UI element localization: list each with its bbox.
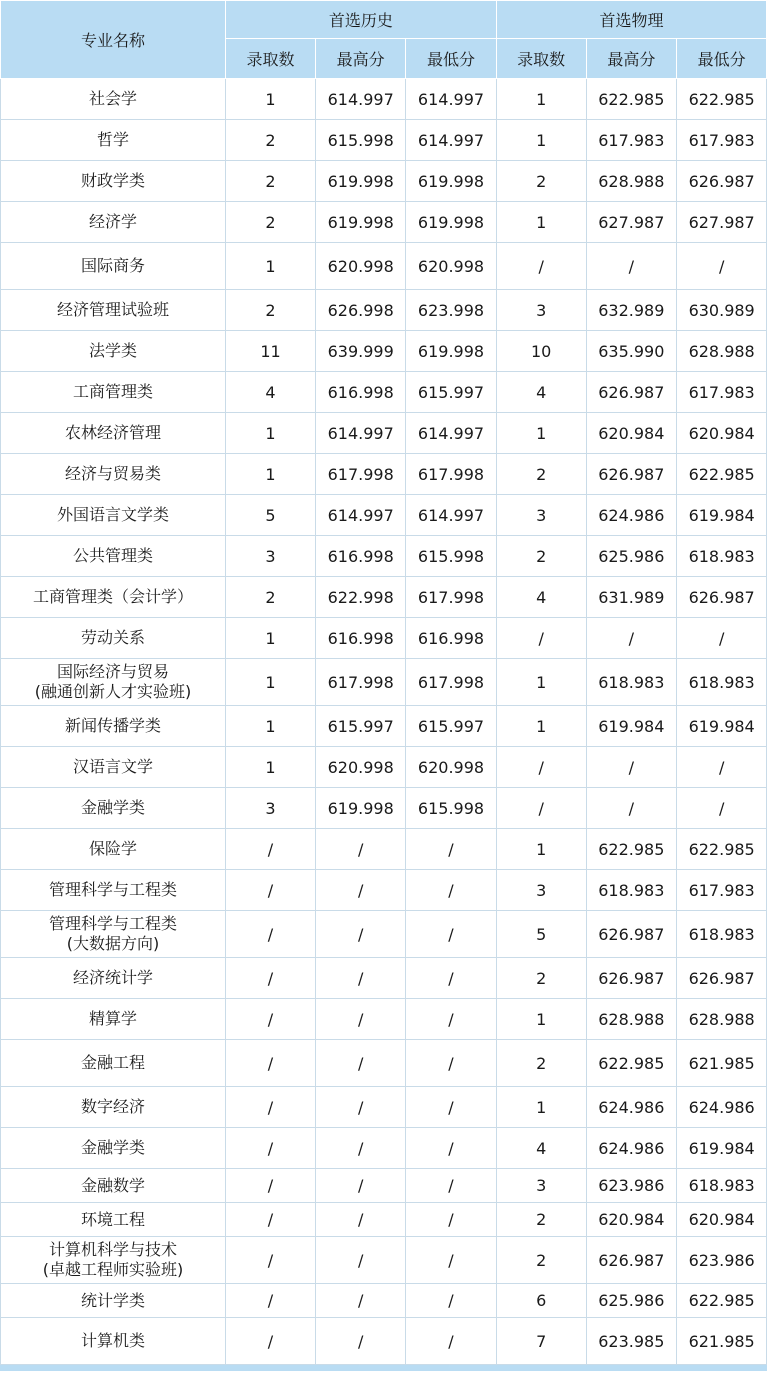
history-max-cell: / — [316, 1318, 406, 1365]
history-min-cell: 616.998 — [406, 618, 496, 659]
physics-max-cell: 620.984 — [586, 1203, 676, 1237]
history-count-cell: / — [226, 1087, 316, 1128]
history-min-cell: / — [406, 1203, 496, 1237]
physics-count-cell: 10 — [496, 331, 586, 372]
major-name-cell — [1, 1040, 226, 1087]
major-name: 计算机类 — [80, 1331, 145, 1350]
table-row — [1, 372, 767, 413]
physics-count-cell: 1 — [496, 413, 586, 454]
major-name-cell — [1, 1284, 226, 1318]
history-count-cell: / — [226, 911, 316, 958]
major-name-cell — [1, 495, 226, 536]
physics-max-cell: 624.986 — [586, 1087, 676, 1128]
history-min-cell: 615.997 — [406, 706, 496, 747]
major-name-note: (大数据方向) — [66, 934, 160, 953]
major-name-cell — [1, 161, 226, 202]
physics-count-cell: 4 — [496, 1128, 586, 1169]
history-max-cell: / — [316, 1237, 406, 1284]
history-min-cell: 615.998 — [406, 788, 496, 829]
physics-count-cell: 1 — [496, 1087, 586, 1128]
physics-min-cell: 630.989 — [676, 290, 766, 331]
physics-min-cell: 622.985 — [676, 454, 766, 495]
major-name: 公共管理类 — [72, 546, 153, 565]
physics-count-cell: 2 — [496, 1040, 586, 1087]
physics-count-cell: 1 — [496, 120, 586, 161]
major-name: 社会学 — [88, 89, 137, 108]
history-max-cell: 615.998 — [316, 120, 406, 161]
table-row — [1, 243, 767, 290]
major-name: 经济管理试验班 — [56, 300, 169, 319]
physics-count-cell: 2 — [496, 161, 586, 202]
history-min-cell: 614.997 — [406, 79, 496, 120]
physics-min-cell: 628.988 — [676, 999, 766, 1040]
physics-min-cell: 628.988 — [676, 331, 766, 372]
history-max-cell: 619.998 — [316, 202, 406, 243]
table-row — [1, 413, 767, 454]
table-row — [1, 1203, 767, 1237]
major-name: 农林经济管理 — [64, 423, 161, 442]
history-max-cell: / — [316, 1087, 406, 1128]
physics-count-cell: 4 — [496, 372, 586, 413]
physics-max-cell: 619.984 — [586, 706, 676, 747]
major-name: 经济统计学 — [72, 968, 153, 987]
physics-min-cell: 626.987 — [676, 958, 766, 999]
history-count-cell: 1 — [226, 747, 316, 788]
table-row — [1, 161, 767, 202]
major-name: 劳动关系 — [80, 628, 145, 647]
history-count-cell: 4 — [226, 372, 316, 413]
major-name-cell — [1, 413, 226, 454]
table-row — [1, 1284, 767, 1318]
history-count-cell: / — [226, 829, 316, 870]
physics-max-cell: / — [586, 243, 676, 290]
history-min-cell: / — [406, 1087, 496, 1128]
physics-count-cell: 4 — [496, 577, 586, 618]
physics-max-cell: 618.983 — [586, 870, 676, 911]
history-count-cell: 5 — [226, 495, 316, 536]
table-row — [1, 1040, 767, 1087]
header-physics-max: 最高分 — [586, 39, 676, 79]
major-name-cell — [1, 1169, 226, 1203]
history-count-cell: / — [226, 999, 316, 1040]
header-physics-min: 最低分 — [676, 39, 766, 79]
major-name: 哲学 — [96, 130, 129, 149]
table-row — [1, 120, 767, 161]
major-name-cell — [1, 290, 226, 331]
history-count-cell: 1 — [226, 659, 316, 706]
physics-min-cell: 619.984 — [676, 1128, 766, 1169]
major-name: 金融学类 — [80, 1138, 145, 1157]
major-name: 精算学 — [88, 1009, 137, 1028]
physics-min-cell: 621.985 — [676, 1040, 766, 1087]
history-min-cell: 620.998 — [406, 243, 496, 290]
history-min-cell: / — [406, 1169, 496, 1203]
history-max-cell: / — [316, 1040, 406, 1087]
history-max-cell: / — [316, 911, 406, 958]
history-min-cell: / — [406, 870, 496, 911]
history-max-cell: 639.999 — [316, 331, 406, 372]
physics-min-cell: 618.983 — [676, 659, 766, 706]
major-name-cell — [1, 454, 226, 495]
physics-max-cell: 625.986 — [586, 536, 676, 577]
major-name: 法学类 — [88, 341, 137, 360]
history-max-cell: 617.998 — [316, 659, 406, 706]
table-row — [1, 747, 767, 788]
table-row — [1, 536, 767, 577]
table-row — [1, 1128, 767, 1169]
major-name: 工商管理类 — [72, 382, 153, 401]
physics-min-cell: 622.985 — [676, 829, 766, 870]
header-physics-group: 首选物理 — [496, 1, 767, 39]
history-max-cell: 614.997 — [316, 495, 406, 536]
history-count-cell: 2 — [226, 577, 316, 618]
physics-max-cell: 626.987 — [586, 911, 676, 958]
major-name: 汉语言文学 — [72, 757, 153, 776]
history-max-cell: 617.998 — [316, 454, 406, 495]
table-row — [1, 958, 767, 999]
history-count-cell: 2 — [226, 120, 316, 161]
physics-min-cell: 627.987 — [676, 202, 766, 243]
major-name-cell — [1, 202, 226, 243]
history-count-cell: 3 — [226, 536, 316, 577]
physics-count-cell: 1 — [496, 999, 586, 1040]
history-max-cell: 626.998 — [316, 290, 406, 331]
history-max-cell: 616.998 — [316, 618, 406, 659]
table-row — [1, 788, 767, 829]
physics-count-cell: 2 — [496, 454, 586, 495]
physics-count-cell: 2 — [496, 958, 586, 999]
history-count-cell: / — [226, 1040, 316, 1087]
physics-count-cell: / — [496, 788, 586, 829]
physics-count-cell: 2 — [496, 536, 586, 577]
history-max-cell: / — [316, 1203, 406, 1237]
physics-max-cell: / — [586, 788, 676, 829]
table-row — [1, 1169, 767, 1203]
history-count-cell: 1 — [226, 618, 316, 659]
table-row — [1, 202, 767, 243]
major-name-cell — [1, 120, 226, 161]
major-name-cell — [1, 747, 226, 788]
major-name-cell — [1, 243, 226, 290]
physics-max-cell: 628.988 — [586, 161, 676, 202]
history-min-cell: 617.998 — [406, 577, 496, 618]
physics-max-cell: 626.987 — [586, 1237, 676, 1284]
history-count-cell: 3 — [226, 788, 316, 829]
table-row — [1, 618, 767, 659]
major-name-note: (卓越工程师实验班) — [42, 1260, 184, 1279]
physics-max-cell: 623.986 — [586, 1169, 676, 1203]
physics-count-cell: 1 — [496, 79, 586, 120]
physics-max-cell: 624.986 — [586, 1128, 676, 1169]
major-name-cell — [1, 577, 226, 618]
major-name-cell — [1, 1203, 226, 1237]
history-min-cell: / — [406, 1284, 496, 1318]
history-min-cell: 617.998 — [406, 454, 496, 495]
physics-count-cell: 6 — [496, 1284, 586, 1318]
history-max-cell: 616.998 — [316, 372, 406, 413]
table-row — [1, 870, 767, 911]
major-name: 计算机科学与技术 — [48, 1240, 177, 1259]
major-name: 外国语言文学类 — [56, 505, 169, 524]
physics-count-cell: 1 — [496, 829, 586, 870]
history-min-cell: / — [406, 999, 496, 1040]
major-name: 金融学类 — [80, 798, 145, 817]
history-count-cell: 2 — [226, 161, 316, 202]
history-min-cell: 615.998 — [406, 536, 496, 577]
physics-max-cell: 617.983 — [586, 120, 676, 161]
major-name-cell — [1, 372, 226, 413]
physics-max-cell: 631.989 — [586, 577, 676, 618]
major-name-cell — [1, 331, 226, 372]
history-max-cell: 620.998 — [316, 747, 406, 788]
physics-count-cell: 2 — [496, 1237, 586, 1284]
history-count-cell: / — [226, 1318, 316, 1365]
history-min-cell: 619.998 — [406, 161, 496, 202]
table-body — [1, 79, 767, 1365]
history-count-cell: / — [226, 870, 316, 911]
table-row — [1, 706, 767, 747]
table-row — [1, 577, 767, 618]
table-header — [1, 1, 767, 79]
history-count-cell: / — [226, 1237, 316, 1284]
major-name: 工商管理类（会计学） — [32, 587, 193, 606]
physics-max-cell: 620.984 — [586, 413, 676, 454]
major-name: 数字经济 — [80, 1097, 145, 1116]
physics-max-cell: 622.985 — [586, 1040, 676, 1087]
physics-min-cell: 617.983 — [676, 372, 766, 413]
major-name-cell — [1, 911, 226, 958]
physics-min-cell: 624.986 — [676, 1087, 766, 1128]
history-max-cell: 619.998 — [316, 788, 406, 829]
major-name: 保险学 — [88, 839, 137, 858]
major-name-cell — [1, 1318, 226, 1365]
major-name: 经济学 — [88, 212, 137, 231]
history-max-cell: 622.998 — [316, 577, 406, 618]
history-count-cell: 11 — [226, 331, 316, 372]
physics-max-cell: 626.987 — [586, 372, 676, 413]
history-count-cell: 1 — [226, 243, 316, 290]
major-name-cell — [1, 659, 226, 706]
physics-count-cell: 3 — [496, 290, 586, 331]
physics-max-cell: 618.983 — [586, 659, 676, 706]
physics-min-cell: 617.983 — [676, 120, 766, 161]
major-name-cell — [1, 536, 226, 577]
major-name: 统计学类 — [80, 1290, 145, 1310]
physics-count-cell: / — [496, 747, 586, 788]
history-min-cell: 619.998 — [406, 331, 496, 372]
major-name: 金融工程 — [80, 1053, 145, 1072]
table-row — [1, 911, 767, 958]
physics-count-cell: / — [496, 618, 586, 659]
major-name-cell — [1, 788, 226, 829]
table-row — [1, 1237, 767, 1284]
physics-count-cell: 1 — [496, 706, 586, 747]
history-max-cell: / — [316, 1284, 406, 1318]
physics-min-cell: / — [676, 788, 766, 829]
physics-max-cell: 626.987 — [586, 454, 676, 495]
physics-min-cell: 621.985 — [676, 1318, 766, 1365]
table-row — [1, 331, 767, 372]
physics-min-cell: 620.984 — [676, 413, 766, 454]
physics-min-cell: 620.984 — [676, 1203, 766, 1237]
physics-min-cell: 617.983 — [676, 870, 766, 911]
major-name: 国际经济与贸易 — [56, 662, 169, 681]
physics-min-cell: 626.987 — [676, 577, 766, 618]
history-count-cell: 1 — [226, 706, 316, 747]
history-min-cell: / — [406, 1318, 496, 1365]
physics-min-cell: / — [676, 747, 766, 788]
major-name-cell — [1, 618, 226, 659]
history-max-cell: 616.998 — [316, 536, 406, 577]
table-row — [1, 1087, 767, 1128]
history-count-cell: 1 — [226, 79, 316, 120]
history-min-cell: / — [406, 1237, 496, 1284]
physics-min-cell: 618.983 — [676, 1169, 766, 1203]
physics-count-cell: 7 — [496, 1318, 586, 1365]
history-max-cell: / — [316, 958, 406, 999]
history-count-cell: 2 — [226, 202, 316, 243]
header-physics-count: 录取数 — [496, 39, 586, 79]
physics-max-cell: 627.987 — [586, 202, 676, 243]
header-history-min: 最低分 — [406, 39, 496, 79]
physics-count-cell: 5 — [496, 911, 586, 958]
table-row — [1, 1318, 767, 1365]
physics-max-cell: / — [586, 747, 676, 788]
physics-max-cell: 622.985 — [586, 829, 676, 870]
major-name: 新闻传播学类 — [64, 716, 161, 735]
physics-count-cell: 3 — [496, 495, 586, 536]
physics-max-cell: 628.988 — [586, 999, 676, 1040]
physics-min-cell: 622.985 — [676, 1284, 766, 1318]
history-count-cell: 1 — [226, 454, 316, 495]
major-name-cell — [1, 79, 226, 120]
history-max-cell: / — [316, 829, 406, 870]
physics-max-cell: 623.985 — [586, 1318, 676, 1365]
history-count-cell: 2 — [226, 290, 316, 331]
header-major-name: 专业名称 — [1, 1, 226, 79]
physics-min-cell: 623.986 — [676, 1237, 766, 1284]
major-name-note: (融通创新人才实验班) — [34, 682, 192, 701]
major-name: 金融数学 — [80, 1175, 145, 1195]
major-name-cell — [1, 829, 226, 870]
physics-max-cell: 622.985 — [586, 79, 676, 120]
history-max-cell: 614.997 — [316, 79, 406, 120]
major-name: 环境工程 — [80, 1209, 145, 1229]
history-count-cell: 1 — [226, 413, 316, 454]
history-min-cell: 617.998 — [406, 659, 496, 706]
header-history-group: 首选历史 — [226, 1, 497, 39]
physics-min-cell: 626.987 — [676, 161, 766, 202]
header-history-max: 最高分 — [316, 39, 406, 79]
table-row — [1, 999, 767, 1040]
header-history-count: 录取数 — [226, 39, 316, 79]
major-name-cell — [1, 1128, 226, 1169]
physics-count-cell: 3 — [496, 1169, 586, 1203]
history-count-cell: / — [226, 1169, 316, 1203]
major-name-cell — [1, 870, 226, 911]
table-row — [1, 495, 767, 536]
major-name: 管理科学与工程类 — [48, 880, 177, 899]
bottom-strip — [0, 1365, 767, 1371]
history-count-cell: / — [226, 1128, 316, 1169]
major-name: 经济与贸易类 — [64, 464, 161, 483]
history-max-cell: 620.998 — [316, 243, 406, 290]
history-count-cell: / — [226, 958, 316, 999]
table-row — [1, 79, 767, 120]
history-min-cell: 614.997 — [406, 495, 496, 536]
physics-max-cell: / — [586, 618, 676, 659]
major-name-cell — [1, 1087, 226, 1128]
history-min-cell: 619.998 — [406, 202, 496, 243]
history-max-cell: / — [316, 1169, 406, 1203]
physics-min-cell: / — [676, 243, 766, 290]
history-min-cell: / — [406, 829, 496, 870]
history-min-cell: 614.997 — [406, 413, 496, 454]
history-min-cell: 614.997 — [406, 120, 496, 161]
history-max-cell: / — [316, 999, 406, 1040]
history-max-cell: / — [316, 870, 406, 911]
physics-count-cell: 3 — [496, 870, 586, 911]
physics-min-cell: 618.983 — [676, 536, 766, 577]
major-name-cell — [1, 706, 226, 747]
history-min-cell: / — [406, 1040, 496, 1087]
major-name-cell — [1, 1237, 226, 1284]
major-name-cell — [1, 999, 226, 1040]
physics-count-cell: 1 — [496, 659, 586, 706]
major-name: 管理科学与工程类 — [48, 914, 177, 933]
physics-count-cell: 2 — [496, 1203, 586, 1237]
physics-count-cell: 1 — [496, 202, 586, 243]
history-max-cell: 619.998 — [316, 161, 406, 202]
history-min-cell: / — [406, 1128, 496, 1169]
physics-max-cell: 624.986 — [586, 495, 676, 536]
history-min-cell: / — [406, 911, 496, 958]
physics-max-cell: 625.986 — [586, 1284, 676, 1318]
major-name: 财政学类 — [80, 171, 145, 190]
table-row — [1, 829, 767, 870]
table-row — [1, 290, 767, 331]
history-count-cell: / — [226, 1284, 316, 1318]
physics-min-cell: 618.983 — [676, 911, 766, 958]
history-min-cell: 615.997 — [406, 372, 496, 413]
table-row — [1, 454, 767, 495]
physics-min-cell: 619.984 — [676, 706, 766, 747]
physics-count-cell: / — [496, 243, 586, 290]
history-min-cell: / — [406, 958, 496, 999]
physics-max-cell: 626.987 — [586, 958, 676, 999]
major-name-cell — [1, 958, 226, 999]
physics-max-cell: 632.989 — [586, 290, 676, 331]
history-max-cell: / — [316, 1128, 406, 1169]
physics-max-cell: 635.990 — [586, 331, 676, 372]
history-min-cell: 623.998 — [406, 290, 496, 331]
major-name: 国际商务 — [80, 256, 145, 275]
physics-min-cell: 619.984 — [676, 495, 766, 536]
history-count-cell: / — [226, 1203, 316, 1237]
table-row — [1, 659, 767, 706]
physics-min-cell: / — [676, 618, 766, 659]
physics-min-cell: 622.985 — [676, 79, 766, 120]
history-max-cell: 614.997 — [316, 413, 406, 454]
history-min-cell: 620.998 — [406, 747, 496, 788]
history-max-cell: 615.997 — [316, 706, 406, 747]
